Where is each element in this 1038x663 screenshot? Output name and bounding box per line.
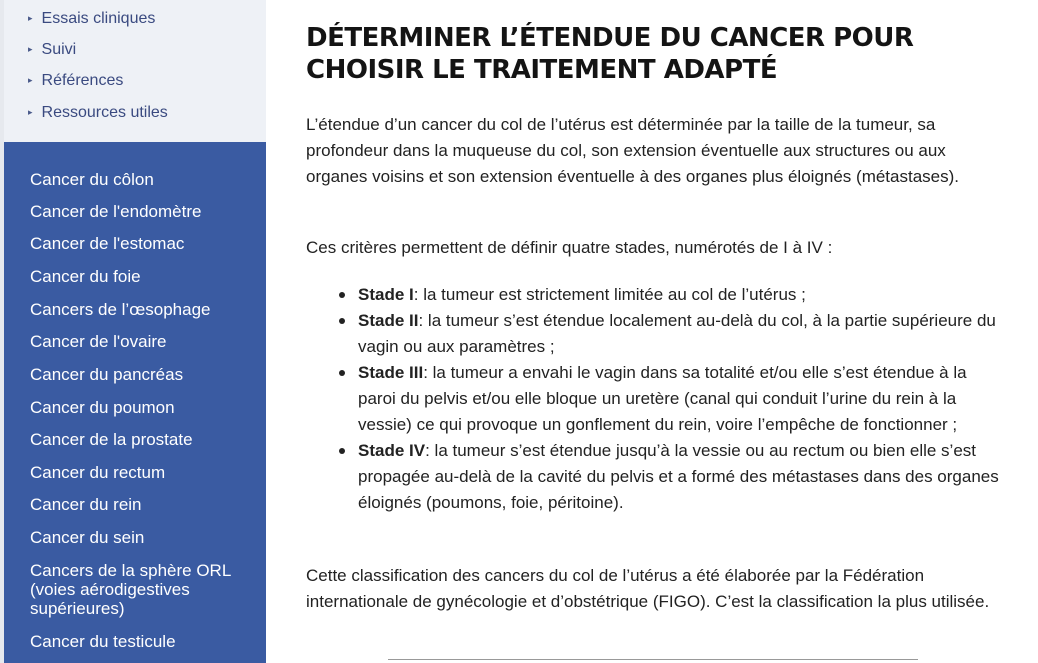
sidebar-item-rein[interactable]: Cancer du rein [30,495,142,514]
subnav-item-label: Suivi [41,41,77,58]
sidebar-item-colon[interactable]: Cancer du côlon [30,170,154,189]
subnav-item-references[interactable] [28,72,123,90]
sidebar-item-oesophage[interactable]: Cancers de l’œsophage [30,300,211,319]
subnav-item-label: Références [41,72,124,89]
stage-label: Stade I [358,285,414,304]
stage-text: : la tumeur est strictement limitée au col de l’utérus ; [413,285,806,304]
subnav-item-ressources-utiles[interactable] [28,104,168,122]
sidebar-item-ovaire[interactable]: Cancer de l'ovaire [30,332,167,351]
stage-label: Stade IV [358,441,426,460]
sidebar-item-pancreas[interactable]: Cancer du pancréas [30,365,184,384]
sidebar-item-poumon[interactable]: Cancer du poumon [30,398,175,417]
classification-paragraph: Cette classification des cancers du col de l’utérus a été élaborée par la Fédération internationale de gynécologie et d’obstétrique (FIGO). C’est la classification la plus utilisée. [306,566,990,611]
sidebar-item-estomac[interactable]: Cancer de l'estomac [30,234,185,253]
sidebar-item-testicule[interactable]: Cancer du testicule [30,632,176,651]
stage-label: Stade II [358,311,419,330]
sidebar-item-prostate[interactable]: Cancer de la prostate [30,430,193,449]
cancer-types-sidebar [4,142,266,663]
subnav-item-label: Ressources utiles [41,104,168,121]
stage-text: : la tumeur s’est étendue jusqu’à la vessie ou au rectum ou bien elle s’est propagée au-delà de la cavité du pelvis et a formé des métastases dans des organes éloignés (poumons, foie, péritoine). [358,441,999,512]
subnav-item-label: Essais cliniques [41,10,156,27]
subnav-item-essais-cliniques[interactable] [28,10,155,28]
bullet-icon: ▸ [28,107,33,117]
sidebar-item-endometre[interactable]: Cancer de l'endomètre [30,202,202,221]
sidebar-item-sphere-orl[interactable]: Cancers de la sphère ORL (voies aérodigestives supérieures) [30,561,231,618]
sidebar-item-sein[interactable]: Cancer du sein [30,528,145,547]
list-item-stade-1 [358,282,1008,308]
intro-paragraph: L’étendue d’un cancer du col de l’utérus est déterminée par la taille de la tumeur, sa profondeur dans la muqueuse du col, son extension éventuelle aux structures ou aux organes voisins et son extension éventuelle à des organes plus éloignés (métastases). [306,115,959,186]
sidebar-item-rectum[interactable]: Cancer du rectum [30,463,166,482]
divider [388,659,918,660]
sidebar-item-foie[interactable]: Cancer du foie [30,267,141,286]
list-item-stade-2 [358,308,1008,360]
list-item-stade-3 [358,360,1008,438]
stage-text: : la tumeur a envahi le vagin dans sa totalité et/ou elle s’est étendue à la paroi du pelvis et/ou elle bloque un uretère (canal qui conduit l’urine du rein à la vessie) ce qui provoque un gonflement du rein, voire l’empêche de fonctionner ; [358,363,967,434]
bullet-icon: ▸ [28,44,33,54]
stage-label: Stade III [358,363,424,382]
criteria-paragraph: Ces critères permettent de définir quatre stades, numérotés de I à IV : [306,238,833,257]
subnav-item-suivi[interactable] [28,41,76,59]
page-title: DÉTERMINER L’ÉTENDUE DU CANCER POUR CHOISIR LE TRAITEMENT ADAPTÉ [306,23,914,85]
bullet-icon: ▸ [28,75,33,85]
stages-list [358,282,1008,516]
stage-text: : la tumeur s’est étendue localement au-delà du col, à la partie supérieure du vagin ou aux paramètres ; [358,311,996,356]
section-subnav [4,0,266,142]
bullet-icon: ▸ [28,13,33,23]
list-item-stade-4 [358,438,1008,516]
